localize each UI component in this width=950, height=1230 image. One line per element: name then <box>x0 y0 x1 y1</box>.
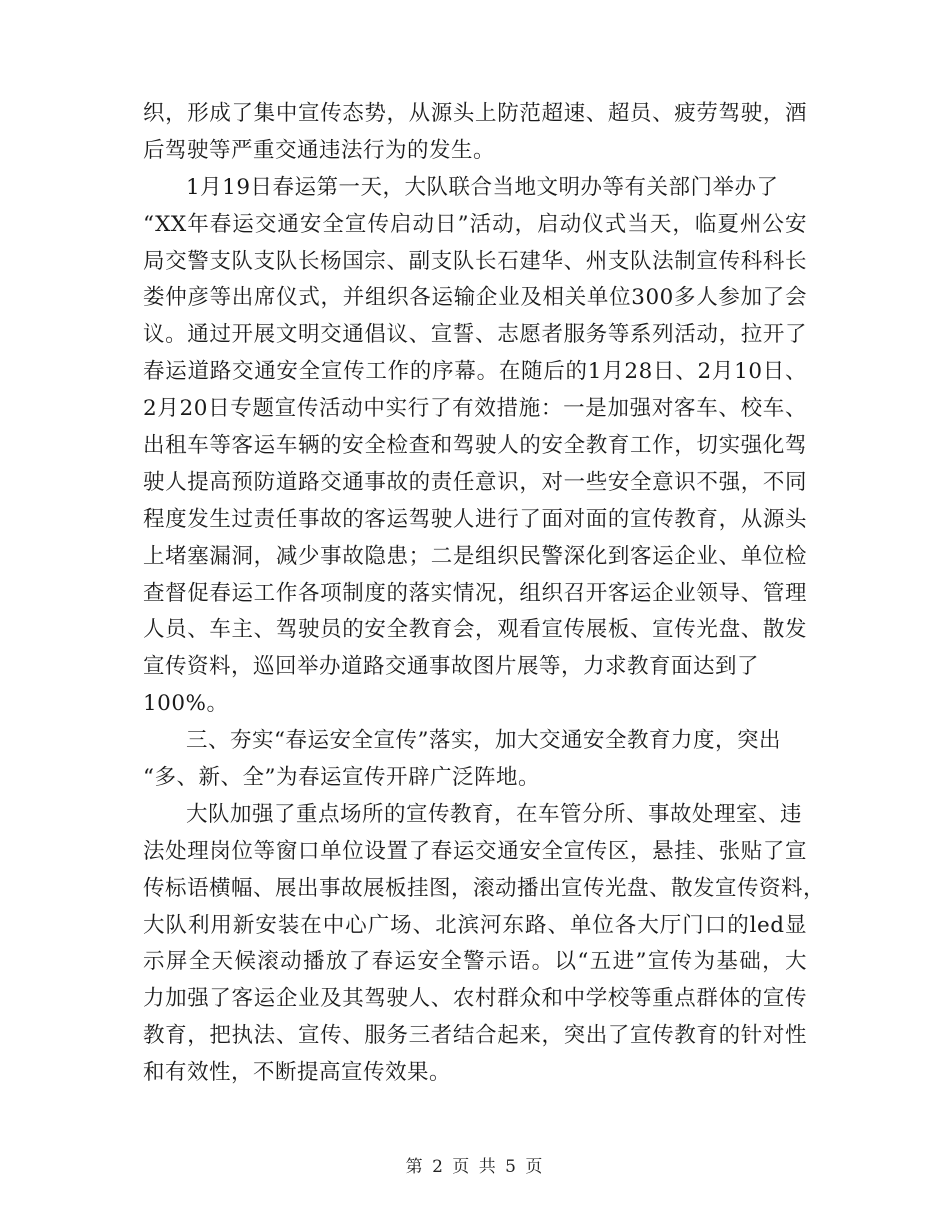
text-line: 示屏全天候滚动播放了春运安全警示语。以“五进”宣传为基础，大 <box>143 949 807 975</box>
document-body <box>143 96 826 1092</box>
text-line: 100%。 <box>143 691 229 717</box>
text-line: 议。通过开展文明交通倡议、宣誓、志愿者服务等系列活动，拉开了 <box>143 322 807 348</box>
text-line: 法处理岗位等窗口单位设置了春运交通安全宣传区，悬挂、张贴了宣 <box>143 838 807 864</box>
text-line: 局交警支队支队长杨国宗、副支队长石建华、州支队法制宣传科科长 <box>143 248 807 274</box>
text-line: 娄仲彦等出席仪式，并组织各运输企业及相关单位300多人参加了会 <box>143 285 807 311</box>
text-line: 大队利用新安装在中心广场、北滨河东路、单位各大厅门口的led显 <box>143 912 807 938</box>
text-line: 驶人提高预防道路交通事故的责任意识，对一些安全意识不强，不同 <box>143 469 807 495</box>
text-line: 上堵塞漏洞，减少事故隐患；二是组织民警深化到客运企业、单位检 <box>143 543 807 569</box>
paragraph-start-line: 大队加强了重点场所的宣传教育，在车管分所、事故处理室、违 <box>186 801 803 827</box>
section-heading-line: “多、新、全”为春运宣传开辟广泛阵地。 <box>143 765 540 791</box>
text-line: 力加强了客运企业及其驾驶人、农村群众和中学校等重点群体的宣传 <box>143 986 807 1012</box>
section-heading-line: 三、夯实“春运安全宣传”落实，加大交通安全教育力度，突出 <box>186 728 781 754</box>
text-line: 教育，把执法、宣传、服务三者结合起来，突出了宣传教育的针对性 <box>143 1023 807 1049</box>
text-line: 春运道路交通安全宣传工作的序幕。在随后的1月28日、2月10日、 <box>143 359 807 385</box>
text-line: 出租车等客运车辆的安全检查和驾驶人的安全教育工作，切实强化驾 <box>143 433 807 459</box>
page-number: 第 2 页 共 5 页 <box>405 1157 545 1177</box>
text-line: 人员、车主、驾驶员的安全教育会，观看宣传展板、宣传光盘、散发 <box>143 617 807 643</box>
text-line: 传标语横幅、展出事故展板挂图，滚动播出宣传光盘、散发宣传资料， <box>143 875 826 901</box>
text-line: 宣传资料，巡回举办道路交通事故图片展等，力求教育面达到了 <box>143 654 760 680</box>
text-line: 后驾驶等严重交通违法行为的发生。 <box>143 137 496 163</box>
text-line: 织，形成了集中宣传态势，从源头上防范超速、超员、疲劳驾驶，酒 <box>143 101 807 126</box>
paragraph-start-line: 1月19日春运第一天，大队联合当地文明办等有关部门举办了 <box>186 174 779 200</box>
text-line: 程度发生过责任事故的客运驾驶人进行了面对面的宣传教育，从源头 <box>143 506 807 532</box>
text-line: 和有效性，不断提高宣传效果。 <box>143 1060 452 1086</box>
text-line: 2月20日专题宣传活动中实行了有效措施：一是加强对客车、校车、 <box>143 396 807 422</box>
text-line: “XX年春运交通安全宣传启动日”活动，启动仪式当天，临夏州公安 <box>143 211 807 237</box>
text-line: 查督促春运工作各项制度的落实情况，组织召开客运企业领导、管理 <box>143 580 807 606</box>
